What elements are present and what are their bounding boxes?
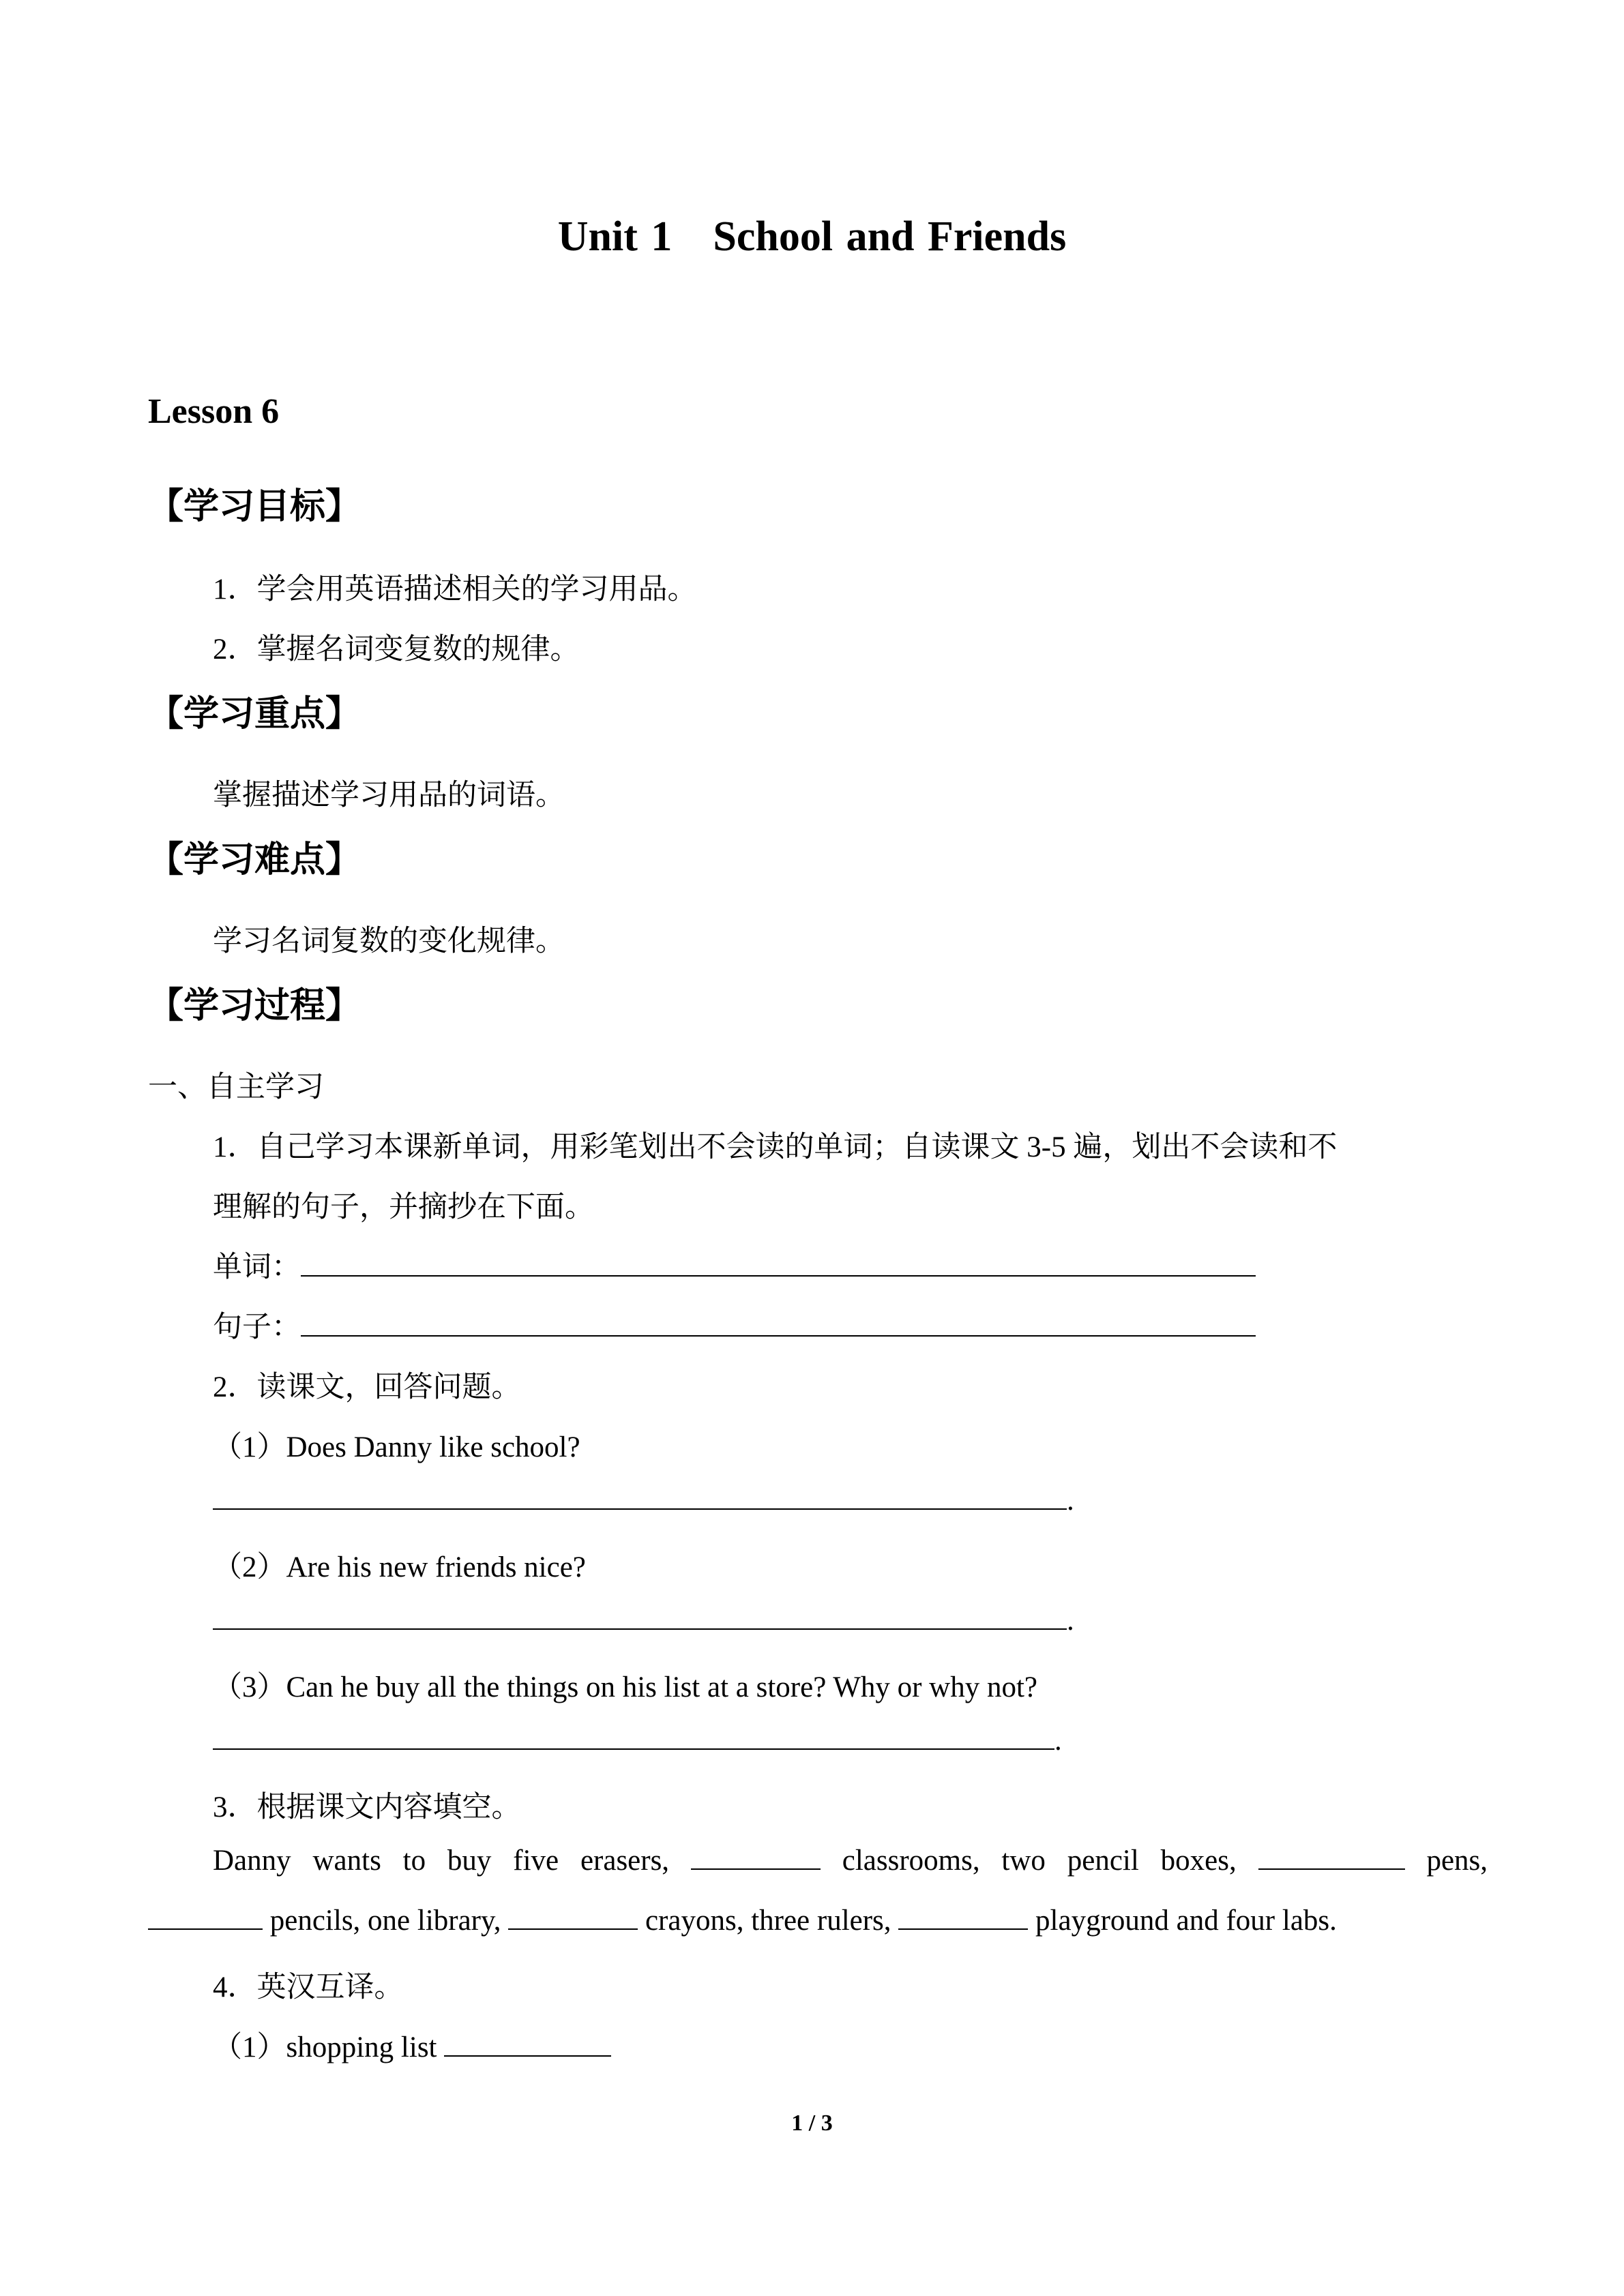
task4-label: 4．英汉互译。 [213, 1971, 404, 2003]
answer-1-row [213, 1484, 1074, 1517]
answer-2-period: . [1067, 1605, 1074, 1637]
task3-text-1a: Danny wants to buy five erasers, [213, 1845, 670, 1877]
goal-item-1: 1．学会用英语描述相关的学习用品。 [213, 573, 697, 606]
task3-blank-5[interactable] [898, 1905, 1028, 1930]
difficulties-text: 学习名词复数的变化规律。 [213, 925, 565, 957]
task3-text-2c: playground and four labs. [1035, 1905, 1337, 1937]
task3-line1 [213, 1844, 1488, 1877]
answer-1-blank[interactable] [213, 1485, 1067, 1510]
words-blank[interactable] [301, 1252, 1256, 1277]
answer-3-period: . [1054, 1725, 1062, 1757]
words-row [213, 1244, 1256, 1285]
task3-blank-2[interactable] [1258, 1845, 1405, 1870]
task4-item-1-row [213, 2024, 611, 2066]
answer-1-period: . [1067, 1485, 1074, 1517]
question-1: （1）Does Danny like school? [213, 1431, 580, 1463]
task3-text-1b: classrooms, two pencil boxes, [842, 1845, 1237, 1877]
page-title [0, 213, 1624, 261]
question-3: （3）Can he buy all the things on his list at a store? Why or why not? [213, 1671, 1037, 1703]
task3-text-1c: pens, [1426, 1845, 1488, 1877]
task2-label: 2．读课文，回答问题。 [213, 1371, 521, 1403]
answer-3-blank[interactable] [213, 1725, 1054, 1750]
task4-item-1: （1）shopping list [213, 2031, 437, 2063]
process-heading: 【学习过程】 [148, 985, 361, 1026]
goals-heading: 【学习目标】 [148, 486, 361, 527]
answer-2-blank[interactable] [213, 1605, 1067, 1630]
key-points-text: 掌握描述学习用品的词语。 [213, 779, 565, 811]
difficulties-heading: 【学习难点】 [148, 839, 361, 880]
goal-item-2: 2．掌握名词变复数的规律。 [213, 633, 580, 666]
unit-name: School and Friends [713, 213, 1067, 260]
answer-2-row [213, 1604, 1074, 1637]
unit-number: Unit 1 [557, 213, 673, 260]
task3-line2 [148, 1904, 1444, 1937]
task3-blank-3[interactable] [148, 1905, 263, 1930]
task4-item-1-blank[interactable] [444, 2032, 611, 2057]
task1-line1: 1．自己学习本课新单词，用彩笔划出不会读的单词；自读课文 3-5 遍，划出不会读和不 [213, 1131, 1338, 1163]
sentences-blank[interactable] [301, 1312, 1256, 1337]
key-points-heading: 【学习重点】 [148, 694, 361, 734]
self-study-heading: 一、自主学习 [148, 1071, 324, 1103]
sentences-label: 句子： [213, 1311, 301, 1343]
page-number: 1 / 3 [791, 2111, 833, 2136]
task3-text-2b: crayons, three rulers, [645, 1905, 891, 1937]
answer-3-row [213, 1724, 1062, 1757]
task1-line2: 理解的句子，并摘抄在下面。 [213, 1191, 594, 1223]
words-label: 单词： [213, 1251, 301, 1283]
question-2: （2）Are his new friends nice? [213, 1551, 586, 1583]
task3-blank-4[interactable] [508, 1905, 638, 1930]
task3-text-2a: pencils, one library, [269, 1905, 501, 1937]
task3-label: 3．根据课文内容填空。 [213, 1791, 521, 1823]
sentences-row [213, 1304, 1256, 1345]
task3-blank-1[interactable] [691, 1845, 821, 1870]
lesson-title: Lesson 6 [148, 392, 280, 431]
